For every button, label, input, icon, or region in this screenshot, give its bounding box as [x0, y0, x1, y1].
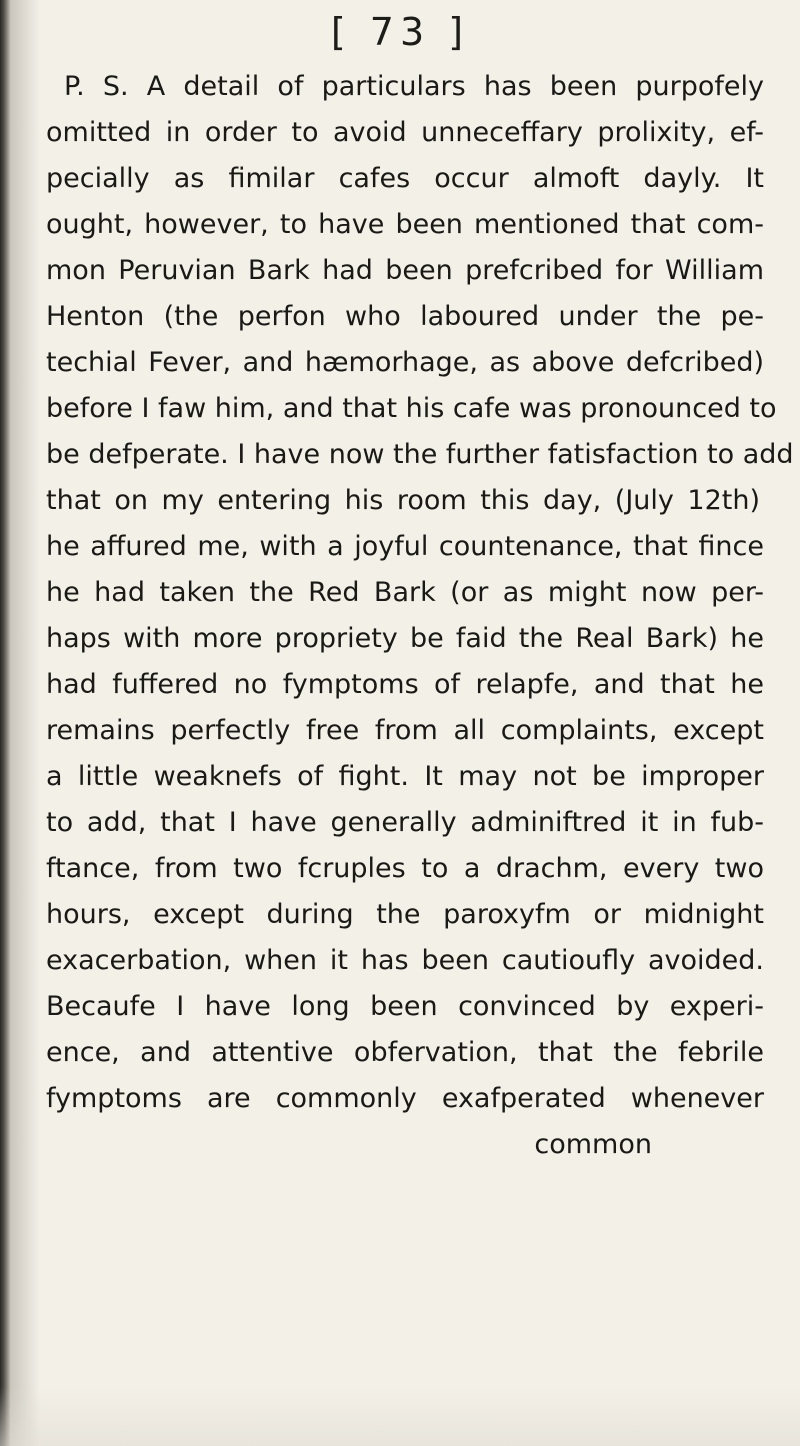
text-line: remains perfectly free from all complaints, except	[46, 715, 764, 746]
text-line: Henton (the perfon who laboured under the pe-	[46, 301, 764, 332]
text-line: to add, that I have generally adminiftred it in fub-	[46, 807, 764, 838]
text-line: techial Fever, and hæmorhage, as above defcribed)	[46, 347, 764, 378]
text-line: hours, except during the paroxyfm or midnight	[46, 899, 764, 930]
text-line: fymptoms are commonly exafperated whenever	[46, 1083, 764, 1114]
text-line: he had taken the Red Bark (or as might now per-	[46, 577, 764, 608]
text-line: omitted in order to avoid unneceffary prolixity, ef-	[46, 117, 764, 148]
text-line: before I faw him, and that his cafe was pronounced to	[46, 393, 777, 424]
binding-shadow	[10, 0, 40, 1446]
page-number: [ 73 ]	[330, 10, 470, 54]
text-line: exacerbation, when it has been cautioufly avoided.	[46, 945, 764, 976]
text-line: mon Peruvian Bark had been prefcribed for William	[46, 255, 764, 286]
catchword: common	[534, 1129, 652, 1160]
text-line: a little weaknefs of fight. It may not be improper	[46, 761, 764, 792]
text-line: had fuffered no fymptoms of relapfe, and that he	[46, 669, 764, 700]
text-line: that on my entering his room this day, (July 12th)	[46, 485, 760, 516]
text-line: ought, however, to have been mentioned that com-	[46, 209, 764, 240]
text-line: ftance, from two fcruples to a drachm, every two	[46, 853, 764, 884]
text-line: P. S. A detail of particulars has been purpofely	[64, 71, 764, 102]
text-line: pecially as fimilar cafes occur almoft dayly. It	[46, 163, 764, 194]
text-line: be defperate. I have now the further fatisfaction to add	[46, 439, 794, 470]
text-line: Becaufe I have long been convinced by experi-	[46, 991, 764, 1022]
page-bottom-shade	[0, 1386, 800, 1446]
text-line: haps with more propriety be faid the Real Bark) he	[46, 623, 764, 654]
body-text	[46, 64, 794, 1168]
text-line: he affured me, with a joyful countenance, that fince	[46, 531, 764, 562]
binding-edge	[0, 0, 10, 1446]
text-line: ence, and attentive obfervation, that the febrile	[46, 1037, 764, 1068]
